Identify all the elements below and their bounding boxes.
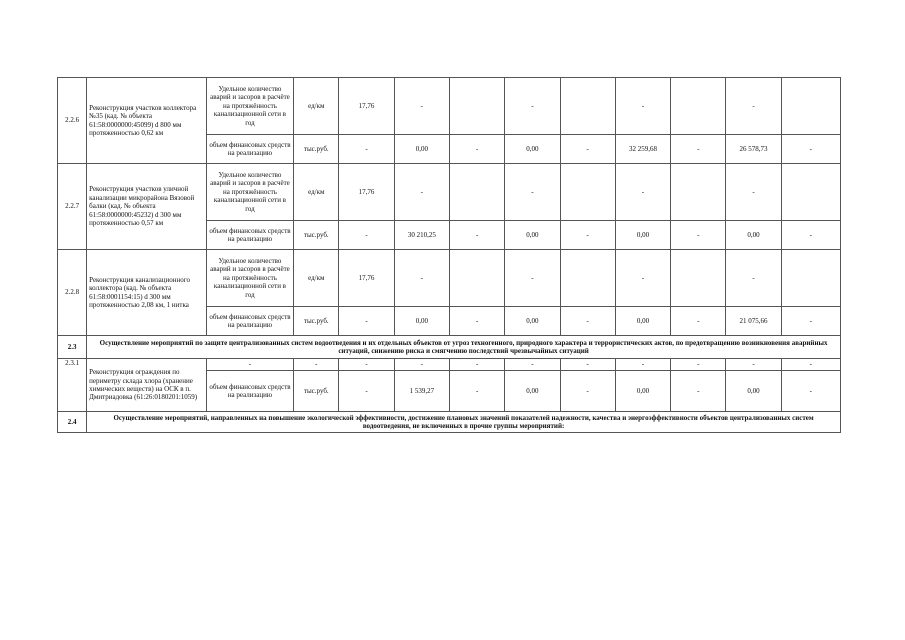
unit: тыс.руб. (294, 135, 339, 164)
row-code: 2.2.6 (58, 78, 87, 164)
value-cell (449, 164, 504, 221)
value-cell: - (505, 250, 560, 307)
value-cell: - (615, 359, 670, 371)
value-cell: - (615, 164, 670, 221)
section-code: 2.4 (58, 412, 87, 433)
value-cell: - (339, 307, 394, 336)
unit: ед/км (294, 250, 339, 307)
row-code: 2.2.8 (58, 250, 87, 336)
value-cell: - (339, 371, 394, 412)
value-cell: - (394, 78, 449, 135)
value-cell: - (726, 359, 781, 371)
value-cell: - (781, 221, 840, 250)
value-cell: - (671, 359, 726, 371)
value-cell: - (560, 221, 615, 250)
unit: тыс.руб. (294, 371, 339, 412)
value-cell (560, 164, 615, 221)
value-cell (781, 250, 840, 307)
value-cell: - (339, 135, 394, 164)
indicator-name: Удельное количество аварий и засоров в расчёте на протяжённость канализационной сети в год (206, 250, 293, 307)
section-title: Осуществление мероприятий, направленных на повышение экологической эффективности, достижение плановых значений показателей надежности, качества и энергоэффективности объектов централизованных систем водоотведения, не включенных в прочие группы мероприятий: (87, 412, 841, 433)
value-cell (449, 250, 504, 307)
value-cell (671, 78, 726, 135)
value-cell (781, 164, 840, 221)
value-cell: - (781, 371, 840, 412)
value-cell: 21 075,66 (726, 307, 781, 336)
value-cell: 17,76 (339, 78, 394, 135)
value-cell: - (781, 307, 840, 336)
value-cell: 0,00 (394, 135, 449, 164)
row-code: 2.2.7 (58, 164, 87, 250)
indicator-name: Удельное количество аварий и засоров в расчёте на протяжённость канализационной сети в год (206, 78, 293, 135)
indicator-name: объем финансовых средств на реализацию (206, 135, 293, 164)
value-cell: - (505, 78, 560, 135)
value-cell: 0,00 (505, 221, 560, 250)
value-cell (560, 250, 615, 307)
value-cell: - (781, 359, 840, 371)
unit: ед/км (294, 164, 339, 221)
value-cell (671, 164, 726, 221)
value-cell: 30 210,25 (394, 221, 449, 250)
value-cell: - (671, 135, 726, 164)
value-cell (449, 78, 504, 135)
value-cell: 17,76 (339, 250, 394, 307)
indicator-name: - (206, 359, 293, 371)
section-row (58, 412, 841, 433)
row-code: 2.3.1 (58, 359, 87, 412)
value-cell: - (449, 307, 504, 336)
value-cell: - (726, 250, 781, 307)
indicator-name: объем финансовых средств на реализацию (206, 307, 293, 336)
section-row (58, 336, 841, 359)
table-row (58, 164, 841, 221)
value-cell: - (560, 307, 615, 336)
value-cell: 26 578,73 (726, 135, 781, 164)
value-cell: 1 539,27 (394, 371, 449, 412)
section-code: 2.3 (58, 336, 87, 359)
value-cell: - (726, 164, 781, 221)
value-cell: - (726, 78, 781, 135)
value-cell: 0,00 (505, 371, 560, 412)
value-cell: - (505, 164, 560, 221)
value-cell: - (339, 221, 394, 250)
value-cell: - (449, 221, 504, 250)
value-cell (560, 78, 615, 135)
unit: ед/км (294, 78, 339, 135)
value-cell (671, 250, 726, 307)
value-cell: - (505, 359, 560, 371)
table-row (58, 78, 841, 135)
value-cell: - (449, 359, 504, 371)
value-cell: - (560, 135, 615, 164)
value-cell: - (781, 135, 840, 164)
value-cell: 0,00 (615, 307, 670, 336)
section-title: Осуществление мероприятий по защите централизованных систем водоотведения и их отдельных объектов от угроз техногенного, природного характера и террористических актов, по предотвращению возникновения аварийных ситуаций, снижению риска и смягчению последствий чрезвычайных ситуаций (87, 336, 841, 359)
indicator-name: Удельное количество аварий и засоров в расчёте на протяжённость канализационной сети в год (206, 164, 293, 221)
value-cell: - (560, 371, 615, 412)
row-description: Реконструкция участков уличной канализации микрорайона Вязовой балки (кад. № объекта 61:58:0000000:45232) d 300 мм протяженностью 0,57 км (87, 164, 207, 250)
measures-table (57, 77, 841, 433)
value-cell: - (394, 250, 449, 307)
value-cell: - (671, 221, 726, 250)
table-row (58, 359, 841, 371)
value-cell: 0,00 (726, 221, 781, 250)
indicator-name: объем финансовых средств на реализацию (206, 371, 293, 412)
unit: тыс.руб. (294, 221, 339, 250)
value-cell: 0,00 (615, 371, 670, 412)
value-cell: 0,00 (505, 307, 560, 336)
value-cell: 0,00 (726, 371, 781, 412)
row-description: Реконструкция канализационного коллектора (кад. № объекта 61:58:0001154:15) d 300 мм протяженностью 2,08 км, 1 нитка (87, 250, 207, 336)
row-description: Реконструкция ограждения по периметру склада хлора (хранение химических веществ) на ОСК в п. Дмитриадовка (61:26:0180201:1059) (87, 359, 207, 412)
table-row (58, 250, 841, 307)
value-cell: - (560, 359, 615, 371)
value-cell: 17,76 (339, 164, 394, 221)
value-cell: 0,00 (505, 135, 560, 164)
unit: тыс.руб. (294, 307, 339, 336)
value-cell: - (615, 250, 670, 307)
value-cell: - (339, 359, 394, 371)
unit: - (294, 359, 339, 371)
value-cell: - (615, 78, 670, 135)
value-cell: - (671, 307, 726, 336)
value-cell: 32 259,68 (615, 135, 670, 164)
value-cell: - (671, 371, 726, 412)
value-cell: 0,00 (615, 221, 670, 250)
value-cell: - (394, 164, 449, 221)
value-cell: 0,00 (394, 307, 449, 336)
row-description: Реконструкция участков коллектора №35 (кад. № объекта 61:58:0000000:45099) d 800 мм протяженностью 0,62 км (87, 78, 207, 164)
value-cell: - (449, 371, 504, 412)
value-cell: - (449, 135, 504, 164)
indicator-name: объем финансовых средств на реализацию (206, 221, 293, 250)
value-cell (781, 78, 840, 135)
value-cell: - (394, 359, 449, 371)
